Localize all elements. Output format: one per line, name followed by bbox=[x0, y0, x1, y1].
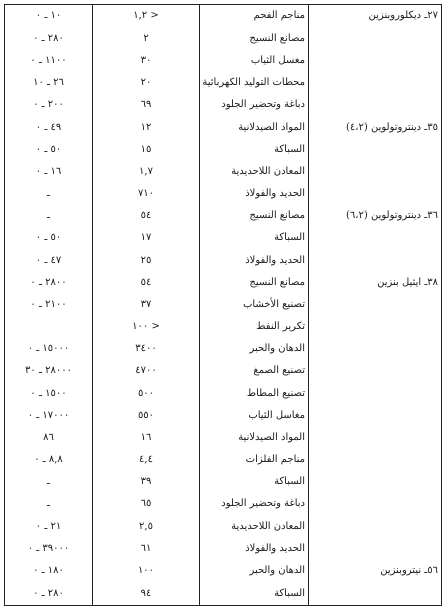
industry-cell bbox=[200, 161, 309, 183]
industry-cell bbox=[200, 383, 309, 405]
industry-cell bbox=[200, 205, 309, 227]
compound-cell bbox=[309, 227, 442, 249]
table-row bbox=[5, 5, 442, 28]
table-row bbox=[5, 161, 442, 183]
compound-cell bbox=[309, 116, 442, 138]
range-cell-text: ٤٩ ـ ٠ bbox=[35, 121, 62, 133]
compound-cell bbox=[309, 5, 442, 28]
industry-cell-text: السباكة bbox=[274, 143, 305, 155]
range-cell-text: ـ bbox=[47, 476, 50, 488]
industry-cell-text: الدهان والحبر bbox=[249, 564, 305, 576]
range-cell bbox=[5, 250, 93, 272]
min-value-cell-text: ٣٠ bbox=[140, 55, 152, 67]
table-row bbox=[5, 94, 442, 116]
range-cell-text: ٢٨٠٠ ـ ٠ bbox=[30, 276, 67, 288]
industry-cell-text: مناجم الفحم bbox=[253, 10, 305, 22]
range-cell-text: ٨,٨ ـ ٠ bbox=[34, 454, 63, 466]
range-cell bbox=[5, 383, 93, 405]
min-value-cell bbox=[93, 28, 200, 50]
min-value-cell bbox=[93, 338, 200, 360]
compound-cell-text: ٢٧ـ ديكلوروبنزين bbox=[368, 10, 438, 22]
range-cell-text: ١٦ ـ ٠ bbox=[35, 165, 62, 177]
industry-cell-text: مصانع النسيج bbox=[249, 32, 305, 44]
industry-cell-text: السباكة bbox=[274, 232, 305, 244]
min-value-cell-text: ٥٤ bbox=[140, 210, 152, 222]
table-row bbox=[5, 50, 442, 72]
min-value-cell-text: ٥٥٠ bbox=[137, 409, 155, 421]
compound-cell bbox=[309, 471, 442, 493]
min-value-cell bbox=[93, 250, 200, 272]
industry-cell-text: تصنيع الصمغ bbox=[253, 365, 305, 377]
industry-cell bbox=[200, 582, 309, 605]
min-value-cell bbox=[93, 427, 200, 449]
industry-cell bbox=[200, 471, 309, 493]
industry-cell bbox=[200, 72, 309, 94]
compound-cell bbox=[309, 338, 442, 360]
min-value-cell-text: ٦٥ bbox=[140, 498, 152, 510]
min-value-cell-text: ١٠٠ bbox=[137, 564, 155, 576]
industry-cell-text: مغسل الثياب bbox=[250, 55, 305, 67]
industry-cell-text: مصانع النسيج bbox=[249, 210, 305, 222]
min-value-cell bbox=[93, 294, 200, 316]
min-value-cell-text: ٣٩ bbox=[140, 476, 152, 488]
min-value-cell bbox=[93, 560, 200, 582]
table-row bbox=[5, 427, 442, 449]
compound-cell bbox=[309, 272, 442, 294]
industry-cell-text: المعادن اللاحديدية bbox=[231, 520, 305, 532]
range-cell bbox=[5, 272, 93, 294]
industry-cell bbox=[200, 272, 309, 294]
min-value-cell-text: ١٥ bbox=[140, 143, 152, 155]
table-row bbox=[5, 183, 442, 205]
range-cell bbox=[5, 560, 93, 582]
min-value-cell bbox=[93, 139, 200, 161]
industry-cell bbox=[200, 449, 309, 471]
min-value-cell-text: ١٢ bbox=[140, 121, 152, 133]
range-cell-text: ٨٦ bbox=[43, 431, 54, 443]
range-cell-text: ٣٩٠٠٠ ـ ٠ bbox=[27, 542, 70, 554]
compound-cell bbox=[309, 72, 442, 94]
min-value-cell-text: ٧١٠ bbox=[137, 188, 155, 200]
industry-cell-text: الحديد والفولاذ bbox=[245, 188, 305, 200]
range-cell bbox=[5, 50, 93, 72]
industry-cell-text: الحديد والفولاذ bbox=[245, 254, 305, 266]
industry-cell bbox=[200, 427, 309, 449]
min-value-cell bbox=[93, 360, 200, 382]
industry-cell bbox=[200, 28, 309, 50]
compound-cell bbox=[309, 250, 442, 272]
compound-cell-text: ٣٥ـ دينتروتولوين (٤،٢) bbox=[345, 121, 438, 133]
compound-cell bbox=[309, 427, 442, 449]
compound-cell bbox=[309, 94, 442, 116]
industry-cell-text: المواد الصيدلانية bbox=[238, 431, 305, 443]
min-value-cell-text: ٢٥ bbox=[140, 254, 152, 266]
min-value-cell-text: ٩٤ bbox=[140, 587, 152, 599]
table-row bbox=[5, 139, 442, 161]
range-cell bbox=[5, 405, 93, 427]
min-value-cell bbox=[93, 183, 200, 205]
min-value-cell bbox=[93, 538, 200, 560]
table-row bbox=[5, 316, 442, 338]
compound-cell bbox=[309, 161, 442, 183]
range-cell bbox=[5, 516, 93, 538]
range-cell bbox=[5, 493, 93, 515]
industry-cell bbox=[200, 493, 309, 515]
range-cell bbox=[5, 538, 93, 560]
range-cell-text: ١١٠٠ ـ ٠ bbox=[30, 55, 67, 67]
range-cell-text: ٢٠٠ ـ ٠ bbox=[33, 99, 64, 111]
industry-cell-text: دباغة وتحضير الجلود bbox=[221, 99, 305, 111]
range-cell-text: ٢٨٠ ـ ٠ bbox=[33, 587, 64, 599]
range-cell bbox=[5, 427, 93, 449]
table-row bbox=[5, 205, 442, 227]
min-value-cell-text: ٢٠ bbox=[140, 77, 152, 89]
min-value-cell-text: ٥٠٠ bbox=[137, 387, 155, 399]
industry-cell bbox=[200, 560, 309, 582]
compound-cell bbox=[309, 560, 442, 582]
table-row bbox=[5, 560, 442, 582]
range-cell bbox=[5, 338, 93, 360]
industry-cell bbox=[200, 50, 309, 72]
table-row bbox=[5, 250, 442, 272]
industry-cell bbox=[200, 516, 309, 538]
industry-cell bbox=[200, 316, 309, 338]
compound-cell bbox=[309, 383, 442, 405]
industry-cell-text: مناجم الفلزات bbox=[245, 454, 305, 466]
table-row bbox=[5, 516, 442, 538]
min-value-cell bbox=[93, 5, 200, 28]
compound-cell bbox=[309, 316, 442, 338]
table-row bbox=[5, 449, 442, 471]
industry-cell bbox=[200, 183, 309, 205]
min-value-cell-text: ٤,٤ bbox=[139, 454, 153, 466]
industry-cell-text: السباكة bbox=[274, 476, 305, 488]
compound-cell bbox=[309, 449, 442, 471]
compound-cell bbox=[309, 183, 442, 205]
min-value-cell-text: ٢,٥ bbox=[139, 520, 153, 532]
min-value-cell bbox=[93, 50, 200, 72]
range-cell bbox=[5, 28, 93, 50]
industry-cell bbox=[200, 338, 309, 360]
min-value-cell bbox=[93, 72, 200, 94]
range-cell bbox=[5, 5, 93, 28]
range-cell bbox=[5, 471, 93, 493]
industry-cell-text: تصنيع المطاط bbox=[246, 387, 305, 399]
range-cell-text: ٤٧ ـ ٠ bbox=[35, 254, 62, 266]
industry-cell bbox=[200, 294, 309, 316]
compound-cell bbox=[309, 50, 442, 72]
range-cell bbox=[5, 449, 93, 471]
range-cell bbox=[5, 582, 93, 605]
range-cell bbox=[5, 227, 93, 249]
min-value-cell-text: ١٧ bbox=[140, 232, 152, 244]
min-value-cell-text: ٣٧ bbox=[140, 298, 152, 310]
range-cell-text: ٥٠ ـ ٠ bbox=[35, 143, 62, 155]
industry-cell-text: مصانع النسيج bbox=[249, 276, 305, 288]
compound-cell-text: ٣٨ـ ايثيل بنزين bbox=[377, 276, 438, 288]
range-cell-text: ١٠ ـ ٠ bbox=[35, 10, 62, 22]
table-row bbox=[5, 471, 442, 493]
industry-cell bbox=[200, 94, 309, 116]
industry-cell bbox=[200, 405, 309, 427]
data-table bbox=[4, 4, 442, 606]
table-row bbox=[5, 294, 442, 316]
industry-cell-text: دباغة وتحضير الجلود bbox=[221, 498, 305, 510]
compound-cell-text: ٣٦ـ دينتروتولوين (٦،٢) bbox=[345, 210, 438, 222]
industry-cell-text: تصنيع الأخشاب bbox=[242, 298, 305, 310]
industry-cell-text: المعادن اللاحديدية bbox=[231, 165, 305, 177]
range-cell-text: ٢١٠٠ ـ ٠ bbox=[30, 298, 67, 310]
range-cell bbox=[5, 294, 93, 316]
table-body bbox=[5, 5, 442, 606]
industry-cell bbox=[200, 538, 309, 560]
min-value-cell bbox=[93, 582, 200, 605]
range-cell bbox=[5, 183, 93, 205]
min-value-cell bbox=[93, 227, 200, 249]
compound-cell bbox=[309, 294, 442, 316]
min-value-cell bbox=[93, 161, 200, 183]
industry-cell-text: تكرير النفط bbox=[256, 321, 305, 333]
min-value-cell-text: ٤٧٠٠ bbox=[135, 365, 157, 377]
compound-cell bbox=[309, 360, 442, 382]
range-cell-text: ١٥٠٠ ـ ٠ bbox=[30, 387, 67, 399]
min-value-cell bbox=[93, 205, 200, 227]
range-cell-text: ١٧٠٠٠ ـ ٠ bbox=[27, 409, 70, 421]
min-value-cell bbox=[93, 449, 200, 471]
min-value-cell-text: ٢ bbox=[143, 32, 149, 44]
range-cell-text: ٢١ ـ ٠ bbox=[35, 520, 62, 532]
range-cell bbox=[5, 139, 93, 161]
range-cell bbox=[5, 205, 93, 227]
min-value-cell-text: < ١٠٠ bbox=[132, 321, 160, 333]
compound-cell bbox=[309, 493, 442, 515]
range-cell bbox=[5, 116, 93, 138]
compound-cell bbox=[309, 538, 442, 560]
industry-cell bbox=[200, 227, 309, 249]
industry-cell-text: مغاسل الثياب bbox=[248, 409, 305, 421]
table-row bbox=[5, 227, 442, 249]
min-value-cell-text: ٥٤ bbox=[140, 276, 152, 288]
table-row bbox=[5, 538, 442, 560]
compound-cell bbox=[309, 405, 442, 427]
range-cell bbox=[5, 94, 93, 116]
table-row bbox=[5, 360, 442, 382]
table-row bbox=[5, 582, 442, 605]
industry-cell-text: محطات التوليد الكهربائية bbox=[202, 77, 305, 89]
min-value-cell bbox=[93, 272, 200, 294]
range-cell-text: ـ bbox=[47, 188, 50, 200]
table-row bbox=[5, 383, 442, 405]
range-cell-text: ٢٨٠ ـ ٠ bbox=[33, 32, 64, 44]
compound-cell-text: ٥٦ـ نيتروبنزين bbox=[380, 564, 438, 576]
industry-cell-text: السباكة bbox=[274, 587, 305, 599]
min-value-cell bbox=[93, 94, 200, 116]
range-cell-text: ٢٨٠٠٠ ـ ٣٠ bbox=[25, 365, 72, 377]
min-value-cell bbox=[93, 471, 200, 493]
industry-cell-text: الدهان والحبر bbox=[249, 343, 305, 355]
range-cell-text: ٥٠ ـ ٠ bbox=[35, 232, 62, 244]
compound-cell bbox=[309, 516, 442, 538]
min-value-cell bbox=[93, 516, 200, 538]
table-row bbox=[5, 28, 442, 50]
table-row bbox=[5, 116, 442, 138]
compound-cell bbox=[309, 582, 442, 605]
range-cell-text: ٢٦ ـ ١٠ bbox=[33, 77, 64, 89]
range-cell bbox=[5, 316, 93, 338]
range-cell-text: ١٥٠٠٠ ـ ٠ bbox=[27, 343, 70, 355]
industry-cell bbox=[200, 116, 309, 138]
min-value-cell-text: ١٦ bbox=[140, 431, 152, 443]
min-value-cell bbox=[93, 405, 200, 427]
compound-cell bbox=[309, 28, 442, 50]
range-cell-text: ـ bbox=[47, 498, 50, 510]
compound-cell bbox=[309, 139, 442, 161]
table-row bbox=[5, 72, 442, 94]
min-value-cell bbox=[93, 493, 200, 515]
industry-cell-text: الحديد والفولاذ bbox=[245, 542, 305, 554]
range-cell-text: ـ bbox=[47, 210, 50, 222]
compound-cell bbox=[309, 205, 442, 227]
industry-cell-text: المواد الصيدلانية bbox=[238, 121, 305, 133]
min-value-cell-text: ٣٤٠٠ bbox=[135, 343, 157, 355]
min-value-cell-text: < ١,٢ bbox=[133, 10, 159, 22]
min-value-cell bbox=[93, 116, 200, 138]
table-row bbox=[5, 338, 442, 360]
industry-cell bbox=[200, 5, 309, 28]
table-row bbox=[5, 272, 442, 294]
industry-cell bbox=[200, 360, 309, 382]
range-cell-text: ١٨٠ ـ ٠ bbox=[33, 564, 64, 576]
industry-cell bbox=[200, 250, 309, 272]
industry-cell bbox=[200, 139, 309, 161]
table-row bbox=[5, 405, 442, 427]
range-cell bbox=[5, 161, 93, 183]
min-value-cell-text: ١,٧ bbox=[139, 165, 153, 177]
table-row bbox=[5, 493, 442, 515]
min-value-cell bbox=[93, 316, 200, 338]
min-value-cell bbox=[93, 383, 200, 405]
min-value-cell-text: ٦١ bbox=[140, 542, 152, 554]
range-cell bbox=[5, 360, 93, 382]
min-value-cell-text: ٦٩ bbox=[140, 99, 152, 111]
range-cell bbox=[5, 72, 93, 94]
